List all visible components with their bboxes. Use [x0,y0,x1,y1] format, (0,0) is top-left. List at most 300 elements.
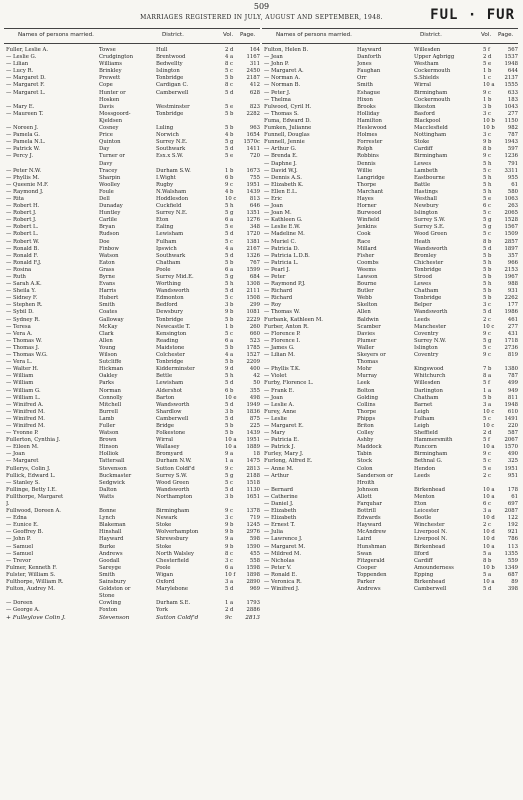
district: Shrewsbury [156,536,189,543]
entry-name: — Ellen E.L. [264,188,298,195]
page-ref: 1948 [504,401,518,408]
entry-name: — Trevor [6,557,31,564]
volume: 6 a [225,337,234,344]
volume: 5 d [225,252,234,259]
page-ref: 786 [507,536,518,543]
register-entry [4,529,260,536]
spouse-surname: Smith [99,571,115,578]
volume: 9 b [483,139,492,146]
register-entry [4,139,260,146]
page-ref: 719 [249,515,260,522]
entry-name: — Pamela G. [6,132,40,139]
district: Stoke [156,543,172,550]
district: N.Walsham [156,188,187,195]
spouse-surname: Lamb [99,415,115,422]
volume: 9 c [225,508,234,515]
page-ref: 567 [507,47,518,53]
volume: 9 a [225,536,234,543]
volume: 8 c [225,61,234,68]
spouse-surname: Andrews [357,586,381,593]
spouse-surname: Brinkley [99,68,122,75]
district: Strood [414,274,433,280]
page-ref: 277 [507,110,518,117]
district: Norwich [156,132,179,139]
register-entry [262,345,518,352]
left-column [4,28,260,622]
entry-name: — Kathleen G. [264,217,303,224]
district: Birmingham [414,89,448,96]
entry-name: — Ronald F. [6,252,39,259]
district: Belper [414,302,432,309]
page-ref: 755 [249,174,260,181]
district: Bedwellty [156,61,183,68]
entry-name: — Margaret D. [6,75,46,82]
register-entry [4,373,260,380]
volume: 5 h [483,188,492,195]
spouse-surname: Huntley [99,210,121,217]
register-entry [4,146,260,153]
district: Darlington [414,387,443,394]
volume: 3 b [483,103,492,110]
entry-name: — Peter V. [264,564,292,571]
spouse-surname: Burwood [357,210,382,217]
register-entry [262,466,518,473]
register-entry [4,380,260,387]
page-ref: 2187 [246,75,260,82]
spouse-surname: Hayward [357,522,382,529]
entry-name: — David W.J. [264,167,298,174]
district: Camberwell [156,415,189,422]
spouse-surname: Plumer [357,337,377,344]
volume: 10 d [483,515,495,522]
volume: 5 h [483,181,492,188]
district: Dewsbury [156,309,183,316]
register-entry [262,139,518,146]
district: Wood Green [156,479,189,486]
volume: 5 b [225,316,234,323]
volume: 5 a [483,550,492,557]
register-entry [262,274,518,281]
volume: 6 c [483,501,492,507]
entry-name: Fullerton, Cynthia J. [6,437,61,444]
volume: 1 a [225,458,234,465]
volume: 3 b [225,493,234,500]
volume: 5 b [225,110,234,117]
district: Sheffield [414,430,438,437]
district: Barnet [414,401,433,408]
entry-name: Fulthorpe, William R. [6,579,64,586]
volume: 1 a [225,600,234,607]
volume: 8 b [483,146,492,153]
entry-name: — Stephen R. [6,302,43,309]
surname-range: FUL · FUR [430,7,515,23]
district: Lambeth [414,167,438,174]
volume: 5 g [225,210,234,217]
spouse-surname: Towse [99,47,116,53]
register-entry [4,125,260,132]
volume: 9 d [225,366,234,373]
district: Chatham [414,288,439,295]
right-entries [262,47,518,593]
register-entry [4,586,260,593]
page-ref: 684 [249,274,260,280]
spouse-surname: Heslewood [357,125,387,132]
page-ref: 1654 [246,132,260,139]
register-entry [262,111,518,118]
page-ref: 183 [507,96,518,103]
spouse-surname: Colley [357,430,374,437]
entry-name: — Winifred J. [264,586,300,593]
page-ref: 1951 [246,437,260,444]
volume: 5 a [483,571,492,578]
register-entry [262,331,518,338]
page-ref: 357 [507,252,518,259]
entry-name: — Robert H. [6,203,40,210]
register-entry [4,572,260,579]
register-entry [4,501,260,508]
right-column-header [262,28,518,44]
district: Chesterfield [156,557,189,564]
page-ref: 1897 [504,245,518,252]
page-ref: 1951 [504,465,518,472]
register-entry [262,515,518,522]
district: Poole [156,564,171,571]
register-entry [262,359,518,366]
volume: 10 a [483,493,495,500]
district: Wigan [156,571,174,578]
spouse-surname: Oakley [99,373,118,380]
register-entry [262,231,518,238]
entry-name: — Queenie M.F. [6,181,49,188]
register-entry [4,161,260,168]
spouse-surname: Davis [99,103,114,110]
district: Hammersmith [414,437,453,444]
page-ref: 1793 [246,600,260,607]
district: Chatham [414,394,439,401]
volume: 5 d [225,586,234,593]
entry-name: J. [6,501,10,507]
spouse-surname: Goldston or [99,586,131,593]
volume: 9 c [225,465,234,472]
page-ref: 325 [507,458,518,465]
spouse-surname: Thomas [357,359,379,366]
volume: 6 a [225,217,234,224]
page-ref: 2188 [246,472,260,479]
volume: 2 d [483,430,492,437]
register-entry [262,75,518,82]
register-entry [262,501,518,508]
page-ref: 277 [507,323,518,330]
page-ref: 1599 [246,266,260,273]
register-entry [4,189,260,196]
spouse-surname: Smith [357,82,373,89]
entry-name: — Eunice E. [6,522,39,529]
register-entry [4,437,260,444]
volume: 5 d [225,89,234,96]
district: Tonbridge [414,295,442,302]
spouse-surname: Doe [99,238,110,245]
volume: 5 c [225,330,234,337]
district: Amounderness [414,564,454,571]
register-entry [262,544,518,551]
register-entry [4,487,260,494]
register-entry [262,281,518,288]
entry-name: — Elizabeth K. [264,181,304,188]
district: Maidstone [156,344,185,351]
volume: 9 c [483,89,492,96]
spouse-surname: Sedgwick [99,479,125,486]
entry-name: — Joan [264,394,283,401]
register-entry [262,395,518,402]
volume: 5 c [483,415,492,422]
volume: 5 f [483,437,491,444]
district: Ipswich [156,245,177,252]
entry-name: — Maureen T. [6,110,44,117]
district: Eastbourne [414,174,445,181]
volume: 5 e [225,103,234,110]
spouse-surname: Harris [99,288,117,295]
register-entry [262,352,518,359]
page-ref: 523 [249,337,260,344]
spouse-surname: Butler [357,288,374,295]
spouse-surname: Cowling [99,600,121,607]
spouse-surname: Finbow [99,245,119,252]
spouse-surname: Swan [357,550,372,557]
register-entry [4,153,260,160]
volume: 8 a [483,373,492,380]
page-ref: 1651 [246,493,260,500]
page-ref: 2065 [504,210,518,217]
register-entry [4,281,260,288]
district: Stoke [414,139,430,146]
spouse-surname: Eshague [357,89,381,96]
page-ref: 875 [249,415,260,422]
register-entry [262,182,518,189]
entry-name: — Robert W. [6,238,40,245]
entry-name: — Rosina [6,266,32,273]
district: Cockermouth [414,96,451,103]
spouse-surname: Hunter or [99,89,126,96]
register-entry [4,288,260,295]
page-ref: 164 [249,47,260,53]
entry-name: Fumken, Julianne [264,125,312,132]
district: Kingswood [414,366,444,373]
page-ref: 1898 [246,571,260,578]
spouse-surname: Weems [357,266,377,273]
district: Cardigan C. [156,82,189,89]
volume: 1 c [483,75,492,82]
district: Wirral [414,82,431,89]
register-entry [262,565,518,572]
volume: 5 d [225,146,234,153]
page-ref: 598 [249,536,260,543]
district: Willesden [414,47,441,53]
spouse-surname: Collins [357,401,376,408]
district: Newark [156,515,178,522]
volume: 5 h [225,373,234,380]
entry-name: — Leslie G. [6,54,37,61]
district: Worthing [156,281,181,288]
page-ref: 823 [249,103,260,110]
page-ref: 122 [507,515,518,522]
page-ref: 2137 [504,75,518,82]
spouse-surname: Briton [357,422,374,429]
district: Camberwell [156,89,189,96]
page-ref: 260 [249,323,260,330]
page-ref: 61 [511,181,518,188]
spouse-surname: Davies [357,330,375,337]
register-entry [262,480,518,487]
spouse-surname: Smith [99,302,115,309]
spouse-surname: Marchant [357,188,384,195]
entry-name: Furley, Mary J. [264,451,304,458]
page-ref: 628 [249,89,260,96]
page-ref: 1889 [246,444,260,451]
district: Birmingham [156,508,190,515]
entry-name: — Joan M. [264,210,292,217]
entry-name: — Patricia D. [264,245,300,252]
spouse-surname: Eaton [99,259,115,266]
volume: 4 b [225,188,234,195]
register-entry [4,324,260,331]
district: Kidderminster [156,366,195,373]
register-entry [262,61,518,68]
spouse-surname: Tattersall [99,458,125,465]
page-title: MARRIAGES REGISTERED IN JULY, AUGUST AND SEPTEMBER, 1948. [140,14,383,21]
entry-name: — Yvonne P. [6,430,39,437]
entry-name: Fullinge, Betty I.E. [6,486,57,493]
page-ref: 1943 [504,139,518,146]
entry-name: Funnell, Douglas [264,132,310,139]
register-entry [262,68,518,75]
page-ref: 1590 [246,543,260,550]
entry-name: — Leslie [264,415,287,422]
page-ref: 1508 [246,295,260,302]
entry-name: — Robert L. [6,224,39,231]
page-header: Page. [498,32,514,38]
entry-name: — Arthur G. [264,146,297,153]
page-ref: 1351 [246,210,260,217]
district: Nottingham [414,132,447,139]
district: Heath [414,238,431,245]
spouse-surname: Andrews [99,550,123,557]
page-ref: 1276 [246,217,260,224]
volume: 3 b [225,408,234,415]
entry-name: — Julia [264,529,284,536]
entry-name: — Patricia L. [264,259,299,266]
spouse-surname: Hubert [99,295,119,302]
spouse-surname: McAndrew [357,529,387,536]
page-ref: 1130 [246,486,260,493]
page-ref: 2857 [504,238,518,245]
district: Whitchurch [414,373,446,380]
spouse-surname: Rudson [99,231,120,238]
page-ref: 1951 [246,181,260,188]
page-ref: 787 [507,373,518,380]
volume: 5 g [225,472,234,479]
district: Marylebone [156,586,189,593]
volume: 5 g [483,337,492,344]
entry-name: — Teresa [6,323,31,330]
entry-name: — Rita [6,195,24,202]
district: I.Wight [156,174,176,181]
entry-name: — Veronica R. [264,579,302,586]
spouse-surname: Robbins [357,153,379,160]
page-ref: 580 [507,188,518,195]
page-ref: 225 [249,422,260,429]
district: Chichester [414,259,444,266]
register-entry [4,536,260,543]
entry-name: — Florence I. [264,337,301,344]
entry-name: — Thomas W.G. [6,352,48,359]
volume: 6 b [225,174,234,181]
volume: 10 b [483,125,495,132]
left-entries [4,47,260,622]
entry-name: — Margaret L. [6,89,46,96]
entry-name: — Madeline M. [264,231,305,238]
entry-name: Fulton, Audrey M. [6,586,55,593]
entry-name: — Florence P. [264,330,301,337]
spouse-surname: Coates [99,309,118,316]
register-entry [262,132,518,139]
district: Folkestone [156,430,186,437]
district: Ilford [414,550,429,557]
register-entry [4,217,260,224]
entry-name: Fulwood, Cyril H. [264,103,312,110]
entry-name: — Ernest T. [264,522,295,529]
spouse-surname: Dell [99,195,110,202]
register-entry [262,458,518,465]
register-entry [262,168,518,175]
entry-name: — John P. [6,536,31,543]
register-entry [262,210,518,217]
register-entry [262,536,518,543]
entry-name: — Bernard [264,486,294,493]
page-ref: 1380 [504,366,518,373]
register-entry [4,274,260,281]
spouse-surname: Burke [99,543,116,550]
page-ref: 610 [507,408,518,415]
entry-name: — Norman B. [264,82,301,89]
volume: 10 b [483,564,495,571]
register-entry [4,196,260,203]
register-entry [4,352,260,359]
register-entry [262,373,518,380]
register-entry [262,473,518,480]
page-ref: 1236 [504,153,518,160]
register-entry [4,338,260,345]
spouse-surname: Hixon [357,96,373,103]
volume: 4 b [225,132,234,139]
register-entry [262,309,518,316]
spouse-surname: Allen [99,337,113,344]
volume: 6 a [225,564,234,571]
district: Lewisham [156,231,184,238]
volume: 9 c [483,330,492,337]
entry-name: — Raymond J. [6,188,44,195]
spouse-surname: Day [99,146,110,153]
register-entry [4,295,260,302]
entry-name: — Doreen [6,600,33,607]
page-ref: 1355 [504,550,518,557]
register-entry [4,75,260,82]
entry-name: — Nicholas [264,557,295,564]
page-ref: 398 [507,586,518,593]
page-ref: 1491 [504,415,518,422]
register-entry [262,409,518,416]
district: Surrey N.E. [156,210,188,217]
register-entry [262,558,518,565]
